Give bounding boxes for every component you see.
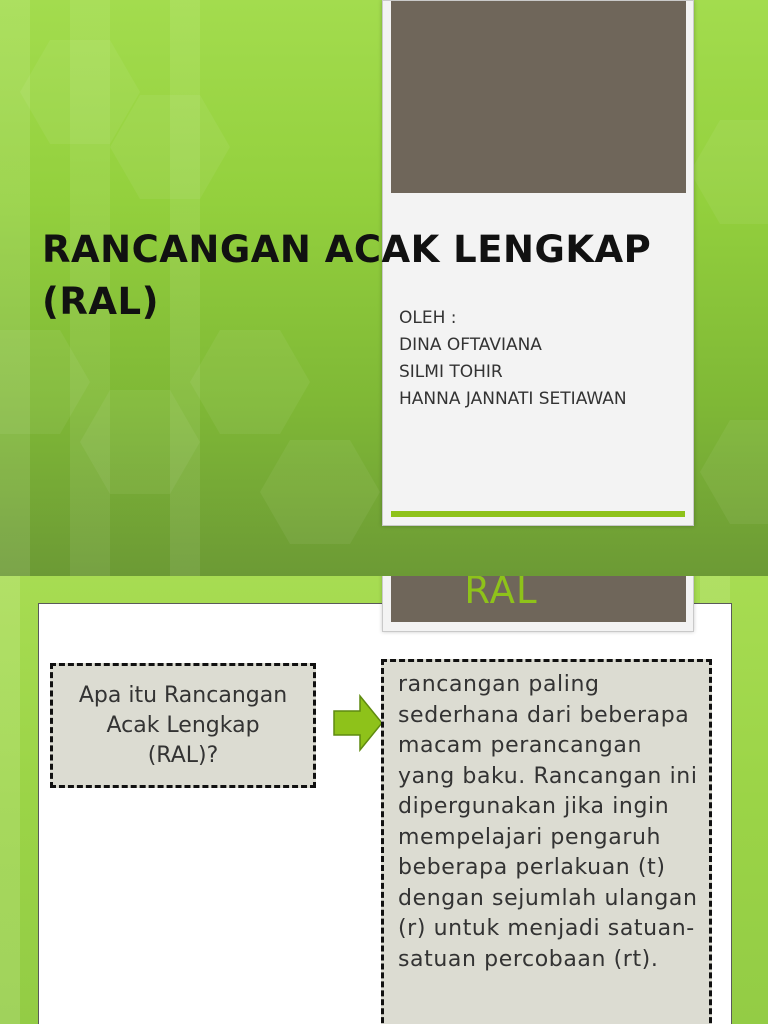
answer-text: rancangan paling sederhana dari beberapa macam perancangan yang baku. Rancangan ini dipergunakan jika ingin mempelajari pengaruh beberapa perlakuan (t) dengan sejumlah ulangan (r) untuk menjadi satuan-satuan percobaan (rt). [398, 672, 698, 972]
background-hexagon [0, 330, 90, 434]
background-hexagon [190, 330, 310, 434]
background-hexagon [690, 120, 768, 224]
background-hexagon [700, 420, 768, 524]
slide-title: RAL [464, 576, 538, 612]
question-text: Apa itu Rancangan Acak Lengkap (RAL)? [78, 682, 288, 768]
author-line: DINA OFTAVIANA [399, 335, 542, 355]
title-panel [382, 576, 694, 632]
author-line: HANNA JANNATI SETIAWAN [399, 389, 627, 409]
slide-title: RANCANGAN ACAK LENGKAP (RAL) [42, 228, 652, 323]
answer-box [381, 659, 712, 1024]
author-line: OLEH : [399, 308, 457, 328]
question-box [50, 663, 316, 788]
photo-placeholder [391, 1, 686, 193]
background-hexagon [80, 390, 200, 494]
background-hexagon [260, 440, 380, 544]
accent-bar [391, 511, 685, 517]
right-arrow-icon [332, 693, 384, 753]
content-slide [0, 576, 768, 1024]
author-line: SILMI TOHIR [399, 362, 503, 382]
